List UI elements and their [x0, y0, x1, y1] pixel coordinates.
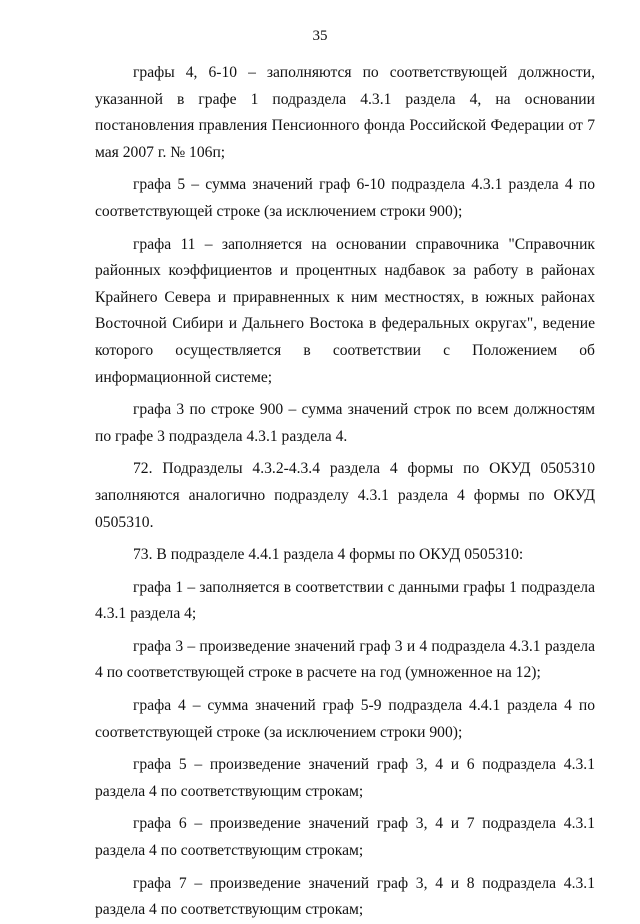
paragraph-graphs-4-6-10: графы 4, 6-10 – заполняются по соответствующей должности, указанной в графе 1 подраздела 4.3.1 раздела 4, на основании постановления правления Пенсионного фонда Российской Федерации от 7 мая 2007 г. № 106п; — [95, 64, 595, 161]
paragraph-item-73: 73. В подразделе 4.4.1 раздела 4 формы по ОКУД 0505310: — [133, 546, 524, 564]
page-number: 35 — [312, 28, 328, 44]
paragraph-graph-11: графа 11 – заполняется на основании справочника "Справочник районных коэффициентов и процентных надбавок за работу в районах Крайнего Севера и приравненных к ним местностях, в южных районах Восточной Сибири и Дальнего Востока в федеральных округах", ведение которого осуществляется в соответствии с Положением об информационной системе; — [95, 235, 595, 386]
paragraph-4-4-1-graph-4: графа 4 – сумма значений граф 5-9 подраздела 4.4.1 раздела 4 по соответствующей строке (за исключением строки 900); — [95, 697, 595, 741]
paragraph-graph-5: графа 5 – сумма значений граф 6-10 подраздела 4.3.1 раздела 4 по соответствующей строке (за исключением строки 900); — [95, 176, 595, 220]
paragraph-4-4-1-graph-7: графа 7 – произведение значений граф 3, 4 и 8 подраздела 4.3.1 раздела 4 по соответствующим строкам; — [95, 874, 595, 919]
paragraph-4-4-1-graph-3: графа 3 – произведение значений граф 3 и 4 подраздела 4.3.1 раздела 4 по соответствующей строке в расчете на год (умноженное на 12); — [95, 637, 595, 682]
paragraph-4-4-1-graph-1: графа 1 – заполняется в соответствии с данными графы 1 подраздела 4.3.1 раздела 4; — [95, 578, 595, 623]
paragraph-4-4-1-graph-5: графа 5 – произведение значений граф 3, 4 и 6 подраздела 4.3.1 раздела 4 по соответствующим строкам; — [95, 756, 595, 800]
paragraph-4-4-1-graph-6: графа 6 – произведение значений граф 3, 4 и 7 подраздела 4.3.1 раздела 4 по соответствующим строкам; — [95, 815, 595, 860]
paragraph-graph-3-row-900: графа 3 по строке 900 – сумма значений строк по всем должностям по графе 3 подраздела 4.3.1 раздела 4. — [95, 401, 595, 445]
paragraph-item-72: 72. Подразделы 4.3.2-4.3.4 раздела 4 формы по ОКУД 0505310 заполняются аналогично подразделу 4.3.1 раздела 4 формы по ОКУД 0505310. — [95, 460, 595, 531]
document-body — [95, 60, 595, 924]
